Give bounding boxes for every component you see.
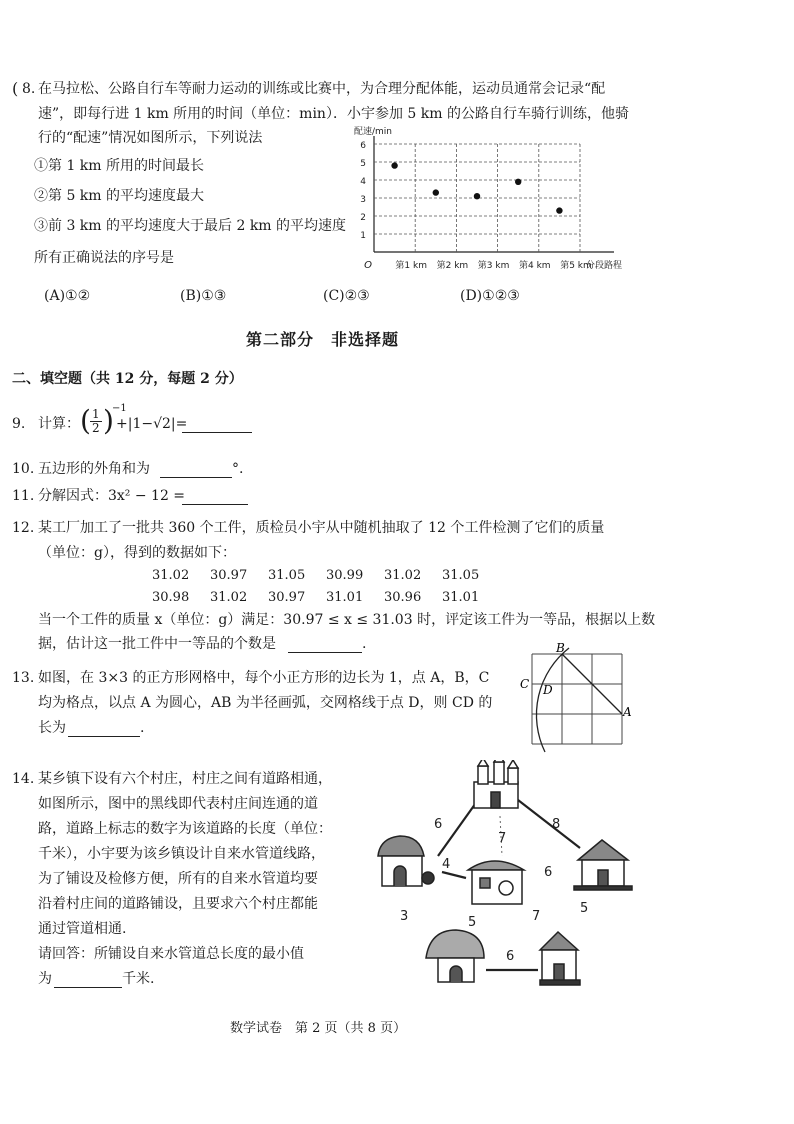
x-tick-label: 第2 km [436,261,469,271]
q13-number: 13. [12,670,35,686]
q8-option-c: (C)②③ [323,288,370,304]
x-axis-label: 分段路程 [586,261,623,271]
q9-text: 计算： [38,416,80,432]
q12-line4-post: . [362,636,367,652]
q12-cell: 31.02 [384,568,422,583]
q13-grid-figure [512,640,634,756]
q8-statement-2: ②第 5 km 的平均速度最大 [34,188,205,204]
y-tick-label: 3 [360,195,366,205]
q9-number: 9. [12,416,26,432]
y-axis-label: 配速/min [354,127,393,137]
y-tick-label: 6 [360,141,366,151]
q14-line8: 请回答：所铺设自来水管道总长度的最小值 [38,946,304,962]
edge-label: 6 [506,949,515,964]
q8-number: 8. [22,81,36,97]
edge-label: 4 [442,857,451,872]
village-mushroom-house [426,930,484,982]
q8-statement-1: ①第 1 km 所用的时间最长 [34,158,205,174]
q14-line7: 通过管道相通. [38,921,127,937]
q10-pre: 五边形的外角和为 [38,461,150,477]
q8-line1: 在马拉松、公路自行车等耐力运动的训练或比赛中，为合理分配体能，运动员通常会记录“配 [38,81,606,97]
x-tick-label: 第4 km [519,261,551,271]
q10-number: 10. [12,461,35,477]
y-tick-label: 4 [360,177,366,187]
edge-label: 6 [544,865,553,880]
q13-label-b: B [556,641,565,655]
q14-line4: 千米），小宇要为该乡镇设计自来水管道线路， [38,846,325,862]
part2-title: 第二部分 非选择题 [246,330,400,349]
q13-line2: 均为格点，以点 A 为圆心，AB 为半径画弧，交网格线于点 D，则 CD 的 [38,695,493,711]
q13-label-a: A [623,705,632,719]
edge-label: 7 [532,909,541,924]
q9-paren-right: ) [103,404,114,437]
x-tick-label: 第1 km [395,261,427,271]
data-point [515,179,521,185]
pace-chart [350,124,640,276]
village-cottage-left [378,836,434,886]
data-point [433,189,439,195]
q12-line3: 当一个工件的质量 x（单位：g）满足：30.97 ≤ x ≤ 31.03 时，评定该工件为一等品，根据以上数 [38,612,656,628]
q11-text: 分解因式：3x² − 12 = [38,488,186,504]
q12-cell: 31.02 [210,590,248,605]
q14-number: 14. [12,771,35,787]
q12-cell: 31.01 [326,590,364,605]
q9-frac-num: 1 [92,407,100,421]
edge-label: 7 [498,831,507,846]
edge-label: 3 [400,909,409,924]
q12-data-row-1 [152,568,500,583]
q9-fraction [90,408,102,435]
q9-frac-den: 2 [92,421,100,435]
q12-number: 12. [12,520,35,536]
q14-line5: 为了铺设及检修方便，所有的自来水管道均要 [38,871,318,887]
section2-heading: 二、填空题（共 12 分，每题 2 分） [12,371,243,387]
q9-abs-expr: +|1−√2|= [116,416,188,432]
q13-label-d: D [543,683,553,697]
q13-answer-blank[interactable] [68,722,140,737]
q13-label-c: C [520,677,530,691]
q8-option-d: (D)①②③ [460,288,520,304]
q10-answer-blank[interactable] [160,463,232,478]
q9-paren-left: ( [80,404,91,437]
data-point [474,193,480,199]
q12-cell: 30.98 [152,590,190,605]
q10-post: °. [232,461,244,477]
origin-label: O [364,260,372,271]
q12-cell: 31.02 [152,568,190,583]
village-center-house [468,861,524,904]
y-tick-label: 1 [360,231,366,241]
q8-line2: 速”，即每行进 1 km 所用的时间（单位：min）．小宇参加 5 km 的公路自行车骑行训练，他骑 [38,106,629,122]
edge-label: 6 [434,817,443,832]
data-point [556,207,562,213]
q13-line3: 长为 [38,720,66,736]
q12-line4: 据，估计这一批工件中一等品的个数是 [38,636,276,652]
q14-line6: 沿着村庄间的道路铺设，且要求六个村庄都能 [38,896,318,912]
q13-grid-lines [532,654,622,744]
village-house-right [574,840,632,890]
edge-label: 5 [580,901,589,916]
q8-line3: 行的“配速”情况如图所示，下列说法 [38,130,263,146]
x-tick-label: 第3 km [477,261,510,271]
page-footer: 数学试卷 第 2 页（共 8 页） [230,1021,407,1036]
q14-line1: 某乡镇下设有六个村庄，村庄之间有道路相通， [38,771,332,787]
q8-statement-3: ③前 3 km 的平均速度大于最后 2 km 的平均速度 [34,218,347,234]
q13-line3-post: . [140,720,145,736]
q8-option-a: (A)①② [44,288,91,304]
village-castle [474,760,518,808]
q13-arc [536,648,569,752]
q11-number: 11. [12,488,35,504]
edge-label: 5 [468,915,477,930]
q14-answer-blank[interactable] [54,973,122,988]
edge-label: 8 [552,817,561,832]
q12-cell: 31.05 [268,568,306,583]
q12-cell: 31.05 [442,568,480,583]
data-point [391,162,397,168]
q12-data-row-2 [152,590,500,605]
q12-cell: 30.97 [210,568,248,583]
y-tick-label: 2 [360,213,366,223]
q14-line2: 如图所示，图中的黑线即代表村庄间连通的道 [38,796,318,812]
y-tick-label: 5 [360,159,366,169]
q12-cell: 31.01 [442,590,480,605]
x-tick-label: 第5 km [560,261,592,271]
q12-cell: 30.96 [384,590,422,605]
q8-ask: 所有正确说法的序号是 [34,250,174,266]
q12-answer-blank[interactable] [288,638,362,653]
margin-mark: ( [12,79,19,98]
village-house-bottom-right [540,932,580,985]
q9-answer-blank[interactable] [182,418,252,433]
q8-option-b: (B)①③ [180,288,227,304]
q12-line1: 某工厂加工了一批共 360 个工件，质检员小宇从中随机抽取了 12 个工件检测了它们的质量 [38,520,605,536]
q14-line9-post: 千米. [122,971,155,987]
q12-line2: （单位：g），得到的数据如下： [38,545,236,561]
q12-cell: 30.97 [268,590,306,605]
q14-line9: 为 [38,971,52,987]
q14-line3: 路，道路上标志的数字为该道路的长度（单位： [38,821,332,837]
q12-cell: 30.99 [326,568,364,583]
village-road-map [360,760,650,992]
q11-answer-blank[interactable] [182,490,248,505]
q9-exponent: −1 [112,403,127,414]
q13-line1: 如图，在 3×3 的正方形网格中，每个小正方形的边长为 1，点 A，B，C [38,670,490,686]
